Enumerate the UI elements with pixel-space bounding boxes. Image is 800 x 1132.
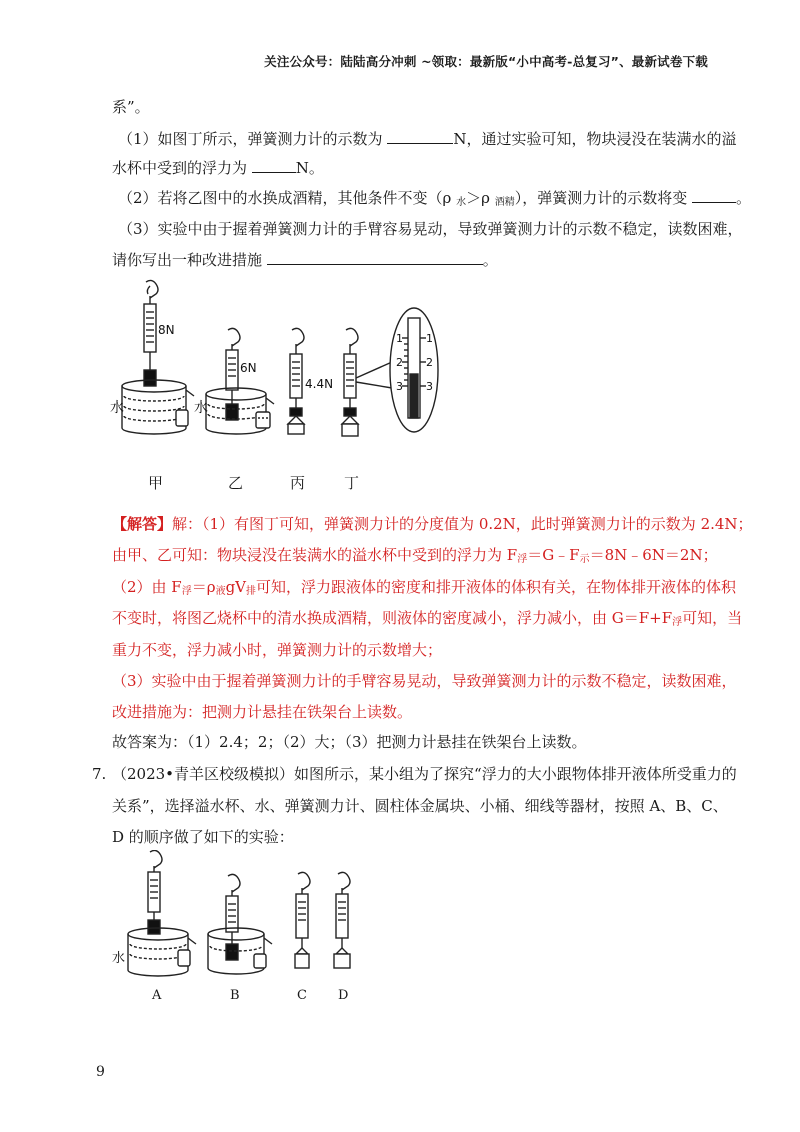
answer-line-2: 由甲、乙可知：物块浸没在装满水的溢水杯中受到的浮力为 $F_浮=G﹣F_示=8N﹣6N=2N$； — [112, 546, 718, 565]
answer-blank — [267, 250, 483, 265]
setup-ding — [342, 308, 438, 436]
answer-line-1: 【解答】解：（1）有图丁可知，弹簧测力计的分度值为 0.2N，此时弹簧测力计的示数为 2.4N； — [112, 515, 753, 533]
fig1-label-bing: 丙 — [290, 474, 306, 492]
answer-line-6: （3）实验中由于握着弹簧测力计的手臂容易晃动，导致弹簧测力计的示数不稳定，读数困难， — [112, 672, 737, 690]
answer-blank — [692, 188, 736, 203]
setup-c — [295, 872, 310, 968]
figure-2-experiment — [110, 850, 370, 990]
scale-tick-left-2: 2 — [396, 356, 403, 369]
page-number: 9 — [96, 1064, 105, 1080]
scale-tick-left-1: 1 — [396, 332, 403, 345]
scale-tick-left-3: 3 — [396, 380, 403, 393]
q6-part3-line2: 请你写出一种改进措施 。 — [112, 251, 498, 269]
answer-line-3: （2）由 $F_浮=\rho_液gV_排$可知，浮力跟液体的密度和排开液体的体积有关，在物体排开液体的体积 — [112, 578, 737, 597]
fig1-label-ding: 丁 — [344, 474, 360, 492]
fig2-label-a: A — [152, 988, 162, 1003]
water-label-yi: 水 — [194, 400, 208, 416]
reading-yi: 6N — [240, 361, 257, 375]
answer-line-4: 不变时，将图乙烧杯中的清水换成酒精，则液体的密度减小，浮力减小，由 $G=F+F_浮$可知，当 — [112, 609, 743, 628]
final-answer: 故答案为：（1）2.4；2；（2）大；（3）把测力计悬挂在铁架台上读数。 — [112, 733, 587, 751]
reading-bing: 4.4N — [305, 377, 334, 391]
scale-tick-right-2: 2 — [426, 356, 433, 369]
fig2-label-c: C — [297, 988, 307, 1003]
q6-part1-line1: （1）如图丁所示，弹簧测力计的示数为 N，通过实验可知，物块浸没在装满水的溢 — [118, 130, 737, 148]
figure-1-experiment — [110, 278, 450, 468]
water-label-a: 水 — [112, 951, 126, 966]
setup-yi — [206, 328, 274, 434]
q6-part2: （2）若将乙图中的水换成酒精，其他条件不变（ρ $_水$＞ρ $_{酒精}$），弹簧测力计的示数将变 。 — [118, 189, 752, 208]
q6-part1-line2: 水杯中受到的浮力为 N。 — [112, 159, 324, 177]
fig1-label-jia: 甲 — [148, 474, 164, 492]
page-header: 关注公众号：陆陆高分冲刺 ~领取：最新版“小中高考-总复习”、最新试卷下载 — [264, 54, 708, 69]
fig2-label-d: D — [338, 988, 349, 1003]
water-label-jia: 水 — [110, 400, 124, 416]
answer-blank — [252, 158, 296, 173]
answer-line-7: 改进措施为：把测力计悬挂在铁架台上读数。 — [112, 703, 413, 721]
q7-number: 7. — [92, 765, 107, 783]
setup-jia — [122, 280, 194, 434]
q7-line-1: （2023•青羊区校级模拟）如图所示，某小组为了探究“浮力的大小跟物体排开液体所受重力的 — [112, 765, 737, 783]
q7-line-3: D 的顺序做了如下的实验： — [112, 828, 294, 846]
answer-tag: 【解答】 — [112, 515, 173, 533]
q6-continuation: 系”。 — [112, 98, 150, 116]
q6-part3-line1: （3）实验中由于握着弹簧测力计的手臂容易晃动，导致弹簧测力计的示数不稳定，读数困难， — [118, 220, 743, 238]
setup-b — [208, 874, 272, 974]
reading-jia: 8N — [158, 323, 175, 337]
setup-bing — [288, 328, 304, 434]
fig1-label-yi: 乙 — [228, 474, 244, 492]
fig2-label-b: B — [230, 988, 240, 1003]
answer-blank — [387, 129, 453, 144]
setup-a — [128, 850, 196, 976]
scale-tick-right-1: 1 — [426, 332, 433, 345]
setup-d — [334, 872, 350, 968]
answer-line-5: 重力不变，浮力减小时，弹簧测力计的示数增大； — [112, 641, 443, 659]
scale-tick-right-3: 3 — [426, 380, 433, 393]
q7-line-2: 关系”，选择溢水杯、水、弹簧测力计、圆柱体金属块、小桶、细线等器材，按照 A、B、C、 — [112, 797, 728, 815]
